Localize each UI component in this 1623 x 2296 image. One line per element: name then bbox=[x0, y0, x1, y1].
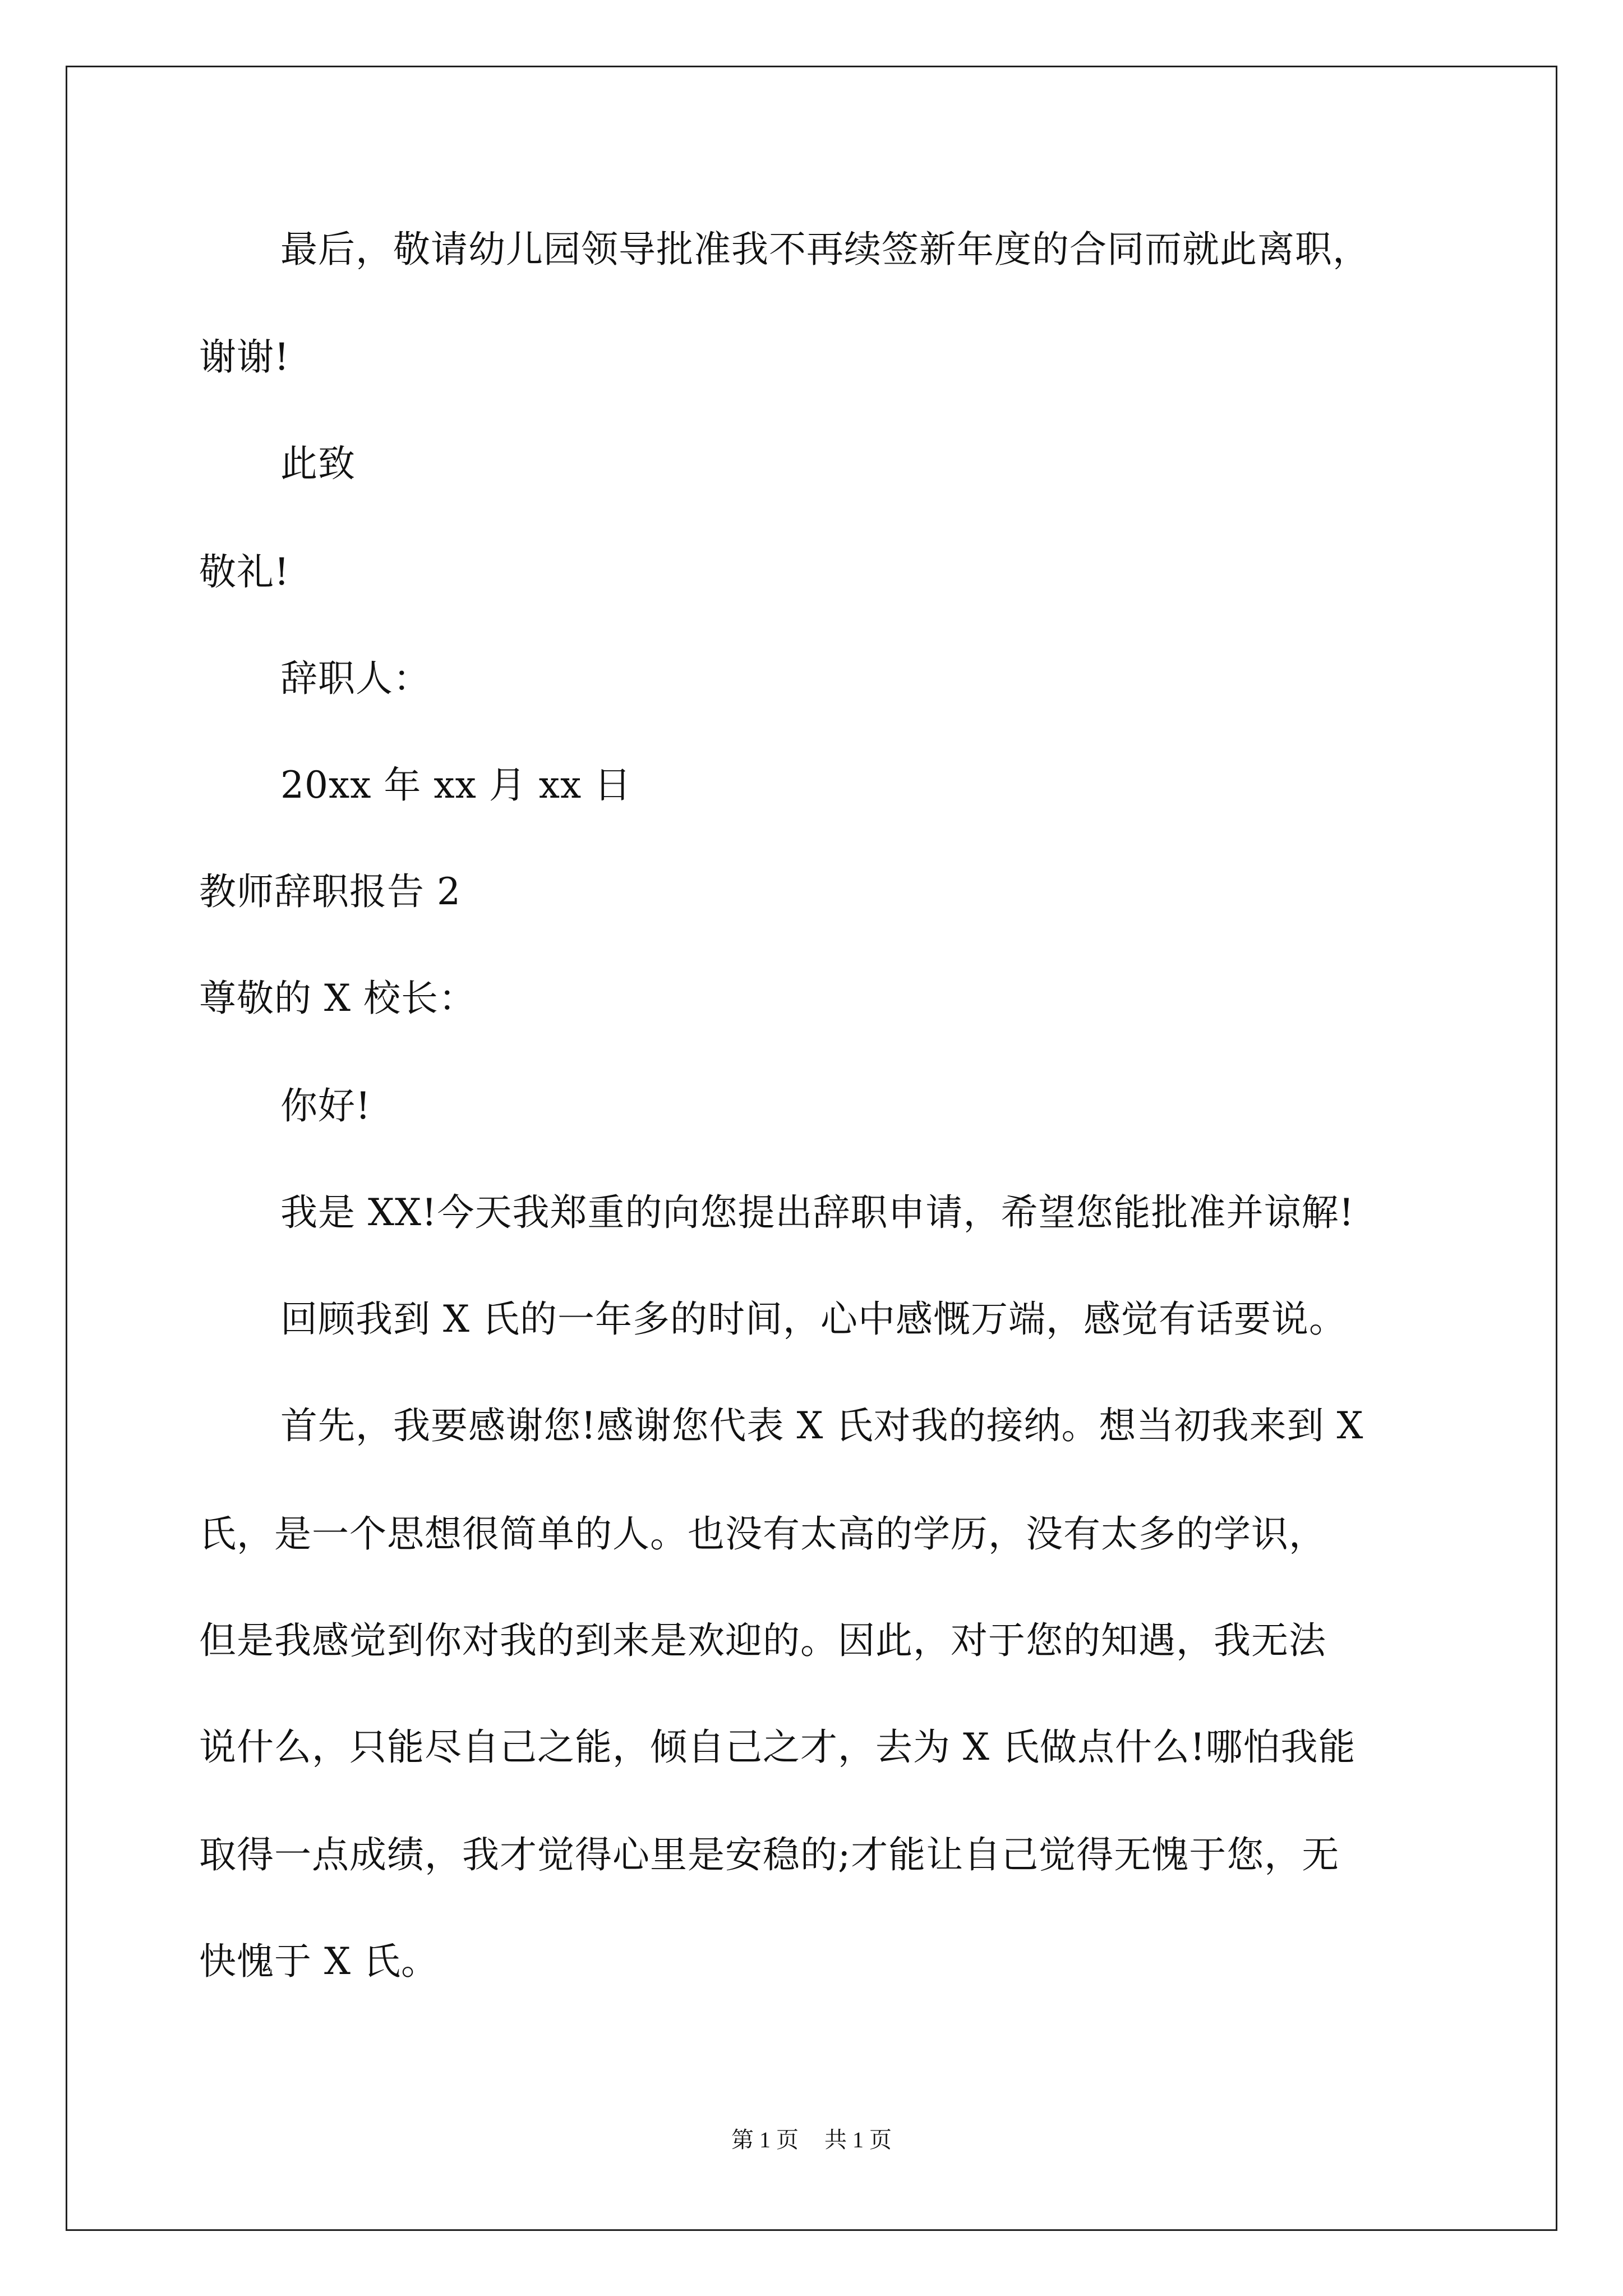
page-number: 第 1 页 bbox=[731, 2127, 799, 2152]
page-total: 共 1 页 bbox=[824, 2127, 892, 2152]
page-border bbox=[66, 66, 1557, 2231]
salutation-cizhi: 此致 bbox=[280, 442, 356, 485]
paragraph-thanks-line-6: 快愧于 X 氏。 bbox=[199, 1940, 439, 1983]
section-heading: 教师辞职报告 2 bbox=[199, 870, 461, 913]
addressee-line: 尊敬的 X 校长： bbox=[199, 977, 476, 1020]
paragraph-closing-request-cont: 谢谢! bbox=[199, 335, 290, 379]
greeting-line: 你好! bbox=[280, 1084, 371, 1128]
paragraph-thanks-line-2: 氏，是一个思想很简单的人。也没有太高的学历，没有太多的学识， bbox=[199, 1512, 1326, 1556]
salutation-jingli: 敬礼! bbox=[199, 550, 290, 593]
paragraph-thanks-line-5: 取得一点成绩，我才觉得心里是安稳的;才能让自己觉得无愧于您，无 bbox=[199, 1833, 1340, 1876]
paragraph-thanks-line-1: 首先，我要感谢您!感谢您代表 X 氏对我的接纳。想当初我来到 X bbox=[280, 1404, 1364, 1447]
paragraph-closing-request: 最后，敬请幼儿园领导批准我不再续签新年度的合同而就此离职， bbox=[280, 228, 1370, 271]
date-line: 20xx 年 xx 月 xx 日 bbox=[280, 763, 632, 807]
paragraph-intro: 我是 XX!今天我郑重的向您提出辞职申请，希望您能批准并谅解! bbox=[280, 1191, 1354, 1234]
paragraph-thanks-line-4: 说什么，只能尽自己之能，倾自己之才，去为 X 氏做点什么!哪怕我能 bbox=[199, 1726, 1356, 1769]
signature-label: 辞职人： bbox=[280, 657, 431, 700]
page-footer bbox=[0, 2123, 1623, 2157]
paragraph-review: 回顾我到 X 氏的一年多的时间，心中感慨万端，感觉有话要说。 bbox=[280, 1297, 1347, 1341]
paragraph-thanks-line-3: 但是我感觉到你对我的到来是欢迎的。因此，对于您的知遇，我无法 bbox=[199, 1619, 1326, 1662]
